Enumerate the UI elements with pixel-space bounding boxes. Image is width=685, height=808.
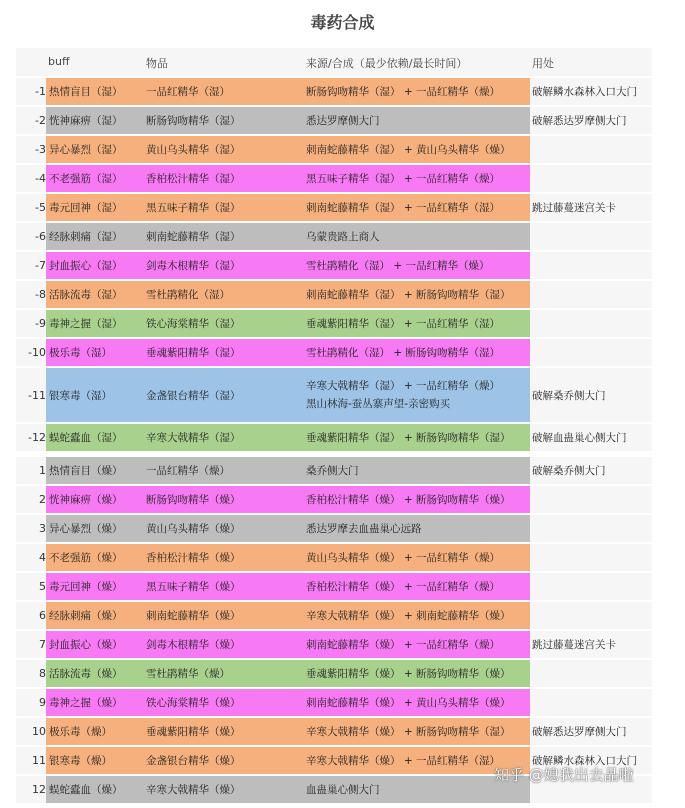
use-cell xyxy=(530,165,652,192)
source-line: 刺南蛇藤精华（湿） + 黄山乌头精华（燥） xyxy=(306,143,511,156)
watermark: 知乎 @媳我出去晶啦 xyxy=(494,766,634,784)
source-cell xyxy=(306,602,530,629)
source-cell xyxy=(306,310,530,337)
source-line: 垂魂紫阳精华（湿） + 一品红精华（湿） xyxy=(306,317,500,330)
source-line: 雪杜鹃精化（湿） + 断肠钩吻精华（湿） xyxy=(306,346,500,359)
use-cell xyxy=(530,486,652,513)
buff-cell: 活脉流毒（湿） xyxy=(49,289,123,301)
source-line: 黑五味子精华（湿） + 一品红精华（燥） xyxy=(306,172,500,185)
table-row xyxy=(16,165,652,192)
row-number: 6 xyxy=(16,602,46,629)
source-line: 辛寒大戟精华（燥） + 一品红精华（湿） xyxy=(306,754,500,767)
source-cell xyxy=(306,136,530,163)
table-row xyxy=(16,310,652,337)
source-line: 悉达罗摩去血蛊巢心远路 xyxy=(306,522,422,535)
source-line: 垂魂紫阳精华（湿） + 断肠钩吻精华（湿） xyxy=(306,431,511,444)
row-number: 8 xyxy=(16,660,46,687)
source-cell xyxy=(306,718,530,745)
row-number: 9 xyxy=(16,689,46,716)
item-cell: 一品红精华（燥） xyxy=(146,465,230,477)
row-number: -12 xyxy=(16,424,46,451)
source-cell xyxy=(306,631,530,658)
row-number: -11 xyxy=(16,368,46,422)
source-cell xyxy=(306,689,530,716)
source-line: 刺南蛇藤精华（燥） + 一品红精华（燥） xyxy=(306,638,500,651)
row-number: -7 xyxy=(16,252,46,279)
source-line: 断肠钩吻精华（湿） + 一品红精华（燥） xyxy=(306,85,500,98)
buff-cell: 极乐毒（湿） xyxy=(49,347,112,359)
buff-cell: 异心暴烈（燥） xyxy=(49,523,123,535)
table-row xyxy=(16,107,652,134)
item-cell: 雪杜鹃精华（燥） xyxy=(146,668,230,680)
source-line: 雪杜鹃精化（湿） + 一品红精华（燥） xyxy=(306,259,490,272)
use-cell xyxy=(530,281,652,308)
buff-cell: 蜈蛇蠹血（燥） xyxy=(49,784,123,796)
table-row xyxy=(16,339,652,366)
table-row xyxy=(16,194,652,221)
use-cell: 破解桑乔侧大门 xyxy=(530,457,652,484)
source-line: 黑山林海-蚕丛寨声望-亲密购买 xyxy=(306,398,451,410)
row-number: -8 xyxy=(16,281,46,308)
source-cell xyxy=(306,544,530,571)
item-cell: 黄山乌头精华（燥） xyxy=(146,523,241,535)
source-line: 香柏松汁精华（燥） + 一品红精华（燥） xyxy=(306,580,500,593)
item-cell: 雪杜鹃精化（湿） xyxy=(146,289,230,301)
item-cell: 刺南蛇藤精华（燥） xyxy=(146,610,241,622)
row-number: 5 xyxy=(16,573,46,600)
table-row xyxy=(16,602,652,629)
item-cell: 金盏银台精华（湿） xyxy=(146,389,241,402)
row-number: 3 xyxy=(16,515,46,542)
buff-cell: 异心暴烈（湿） xyxy=(49,144,123,156)
table-row xyxy=(16,544,652,571)
table-row xyxy=(16,457,652,484)
item-cell: 断肠钩吻精华（燥） xyxy=(146,494,241,506)
table-header xyxy=(16,48,652,76)
source-line: 辛寒大戟精华（燥） + 刺南蛇藤精华（燥） xyxy=(306,609,511,622)
row-number: 10 xyxy=(16,718,46,745)
item-cell: 黑五味子精华（燥） xyxy=(146,581,241,593)
buff-cell: 经脉刺痛（燥） xyxy=(49,610,123,622)
use-cell: 破解悉达罗摩侧大门 xyxy=(530,718,652,745)
source-cell xyxy=(306,339,530,366)
buff-cell: 恍神麻痹（燥） xyxy=(49,494,123,506)
buff-cell: 毒神之握（湿） xyxy=(49,318,123,330)
buff-cell: 毒元回神（燥） xyxy=(49,581,123,593)
table-row xyxy=(16,78,652,105)
source-cell xyxy=(306,107,530,134)
use-cell xyxy=(530,573,652,600)
source-line: 刺南蛇藤精华（湿） + 断肠钩吻精华（湿） xyxy=(306,288,511,301)
row-number: -2 xyxy=(16,107,46,134)
buff-cell: 毒元回神（湿） xyxy=(49,202,123,214)
source-cell xyxy=(306,223,530,250)
use-cell xyxy=(530,660,652,687)
source-cell xyxy=(306,424,530,451)
source-cell xyxy=(306,252,530,279)
item-cell: 刺南蛇藤精华（湿） xyxy=(146,231,241,243)
header-item: 物品 xyxy=(146,57,168,70)
table-row xyxy=(16,631,652,658)
source-cell xyxy=(306,486,530,513)
row-number: -5 xyxy=(16,194,46,221)
row-number: 11 xyxy=(16,747,46,774)
row-number: -9 xyxy=(16,310,46,337)
source-cell xyxy=(306,573,530,600)
table-row xyxy=(16,368,652,422)
item-cell: 铁心海棠精华（燥） xyxy=(146,697,241,709)
row-number: -4 xyxy=(16,165,46,192)
use-cell xyxy=(530,223,652,250)
source-line: 刺南蛇藤精华（燥） + 黄山乌头精华（燥） xyxy=(306,696,511,709)
row-number: -10 xyxy=(16,339,46,366)
source-cell xyxy=(306,165,530,192)
table-row xyxy=(16,660,652,687)
header-use: 用处 xyxy=(532,57,554,70)
row-number: 2 xyxy=(16,486,46,513)
source-line: 刺南蛇藤精华（湿） + 一品红精华（湿） xyxy=(306,201,500,214)
buff-cell: 热情盲目（湿） xyxy=(49,86,123,98)
buff-cell: 经脉刺痛（湿） xyxy=(49,231,123,243)
table-row xyxy=(16,718,652,745)
source-line: 香柏松汁精华（燥） + 断肠钩吻精华（燥） xyxy=(306,493,511,506)
use-cell xyxy=(530,339,652,366)
buff-cell: 银寒毒（燥） xyxy=(49,755,112,767)
buff-cell: 不老强筋（湿） xyxy=(49,173,123,185)
table-row xyxy=(16,252,652,279)
use-cell xyxy=(530,310,652,337)
source-line: 垂魂紫阳精华（燥） + 断肠钩吻精华（燥） xyxy=(306,667,511,680)
item-cell: 黑五味子精华（湿） xyxy=(146,202,241,214)
source-line: 桑乔侧大门 xyxy=(306,464,359,477)
row-number: -6 xyxy=(16,223,46,250)
buff-cell: 封血振心（燥） xyxy=(49,639,123,651)
table-row xyxy=(16,281,652,308)
poison-table xyxy=(16,78,652,805)
item-cell: 垂魂紫阳精华（湿） xyxy=(146,347,241,359)
buff-cell: 不老强筋（燥） xyxy=(49,552,123,564)
item-cell: 金盏银台精华（燥） xyxy=(146,755,241,767)
source-cell xyxy=(306,78,530,105)
table-row xyxy=(16,223,652,250)
row-number: -1 xyxy=(16,78,46,105)
use-cell xyxy=(530,252,652,279)
source-cell xyxy=(306,515,530,542)
buff-cell: 封血振心（湿） xyxy=(49,260,123,272)
buff-cell: 活脉流毒（燥） xyxy=(49,668,123,680)
buff-cell: 蜈蛇蠹血（湿） xyxy=(49,432,123,444)
item-cell: 一品红精华（湿） xyxy=(146,86,230,98)
table-row xyxy=(16,486,652,513)
source-line: 乌蒙贵路上商人 xyxy=(306,230,380,243)
row-number: 1 xyxy=(16,457,46,484)
header-buff: buff xyxy=(48,55,70,68)
item-cell: 剑毒木根精华（燥） xyxy=(146,639,241,651)
row-number: 12 xyxy=(16,776,46,803)
item-cell: 垂魂紫阳精华（燥） xyxy=(146,726,241,738)
item-cell: 辛寒大戟精华（湿） xyxy=(146,432,241,444)
item-cell: 铁心海棠精华（湿） xyxy=(146,318,241,330)
source-line: 辛寒大戟精华（湿） + 一品红精华（燥） xyxy=(306,380,500,392)
table-row xyxy=(16,424,652,451)
source-cell xyxy=(306,281,530,308)
row-number: -3 xyxy=(16,136,46,163)
source-line: 黄山乌头精华（燥） + 一品红精华（燥） xyxy=(306,551,500,564)
use-cell xyxy=(530,544,652,571)
buff-cell: 热情盲目（燥） xyxy=(49,465,123,477)
use-cell: 破解悉达罗摩侧大门 xyxy=(530,107,652,134)
buff-cell: 极乐毒（燥） xyxy=(49,726,112,738)
use-cell: 破解血蛊巢心侧大门 xyxy=(530,424,652,451)
use-cell xyxy=(530,602,652,629)
item-cell: 香柏松汁精华（湿） xyxy=(146,173,241,185)
source-cell xyxy=(306,368,530,422)
table-row xyxy=(16,136,652,163)
table-row xyxy=(16,689,652,716)
table-row xyxy=(16,573,652,600)
buff-cell: 毒神之握（燥） xyxy=(49,697,123,709)
row-number: 4 xyxy=(16,544,46,571)
item-cell: 辛寒大戟精华（燥） xyxy=(146,784,241,796)
item-cell: 香柏松汁精华（燥） xyxy=(146,552,241,564)
row-number: 7 xyxy=(16,631,46,658)
use-cell: 破解鳞水森林入口大门 xyxy=(530,78,652,105)
item-cell: 黄山乌头精华（湿） xyxy=(146,144,241,156)
use-cell xyxy=(530,515,652,542)
use-cell: 破解鳞水森林入口大门 xyxy=(530,747,652,774)
item-cell: 剑毒木根精华（湿） xyxy=(146,260,241,272)
use-cell: 破解桑乔侧大门 xyxy=(530,368,652,422)
buff-cell: 恍神麻痹（湿） xyxy=(49,115,123,127)
header-source: 来源/合成（最少依赖/最长时间） xyxy=(306,57,468,70)
buff-cell: 银寒毒（湿） xyxy=(49,389,112,402)
source-line: 悉达罗摩侧大门 xyxy=(306,114,380,127)
table-row xyxy=(16,515,652,542)
page-title: 毒药合成 xyxy=(310,13,375,32)
use-cell: 跳过藤蔓迷宫关卡 xyxy=(530,194,652,221)
use-cell xyxy=(530,136,652,163)
source-cell xyxy=(306,194,530,221)
source-line: 血蛊巢心侧大门 xyxy=(306,783,380,796)
source-line: 辛寒大戟精华（燥） + 断肠钩吻精华（湿） xyxy=(306,725,511,738)
use-cell xyxy=(530,689,652,716)
source-cell xyxy=(306,660,530,687)
item-cell: 断肠钩吻精华（湿） xyxy=(146,115,241,127)
use-cell: 跳过藤蔓迷宫关卡 xyxy=(530,631,652,658)
source-cell xyxy=(306,457,530,484)
